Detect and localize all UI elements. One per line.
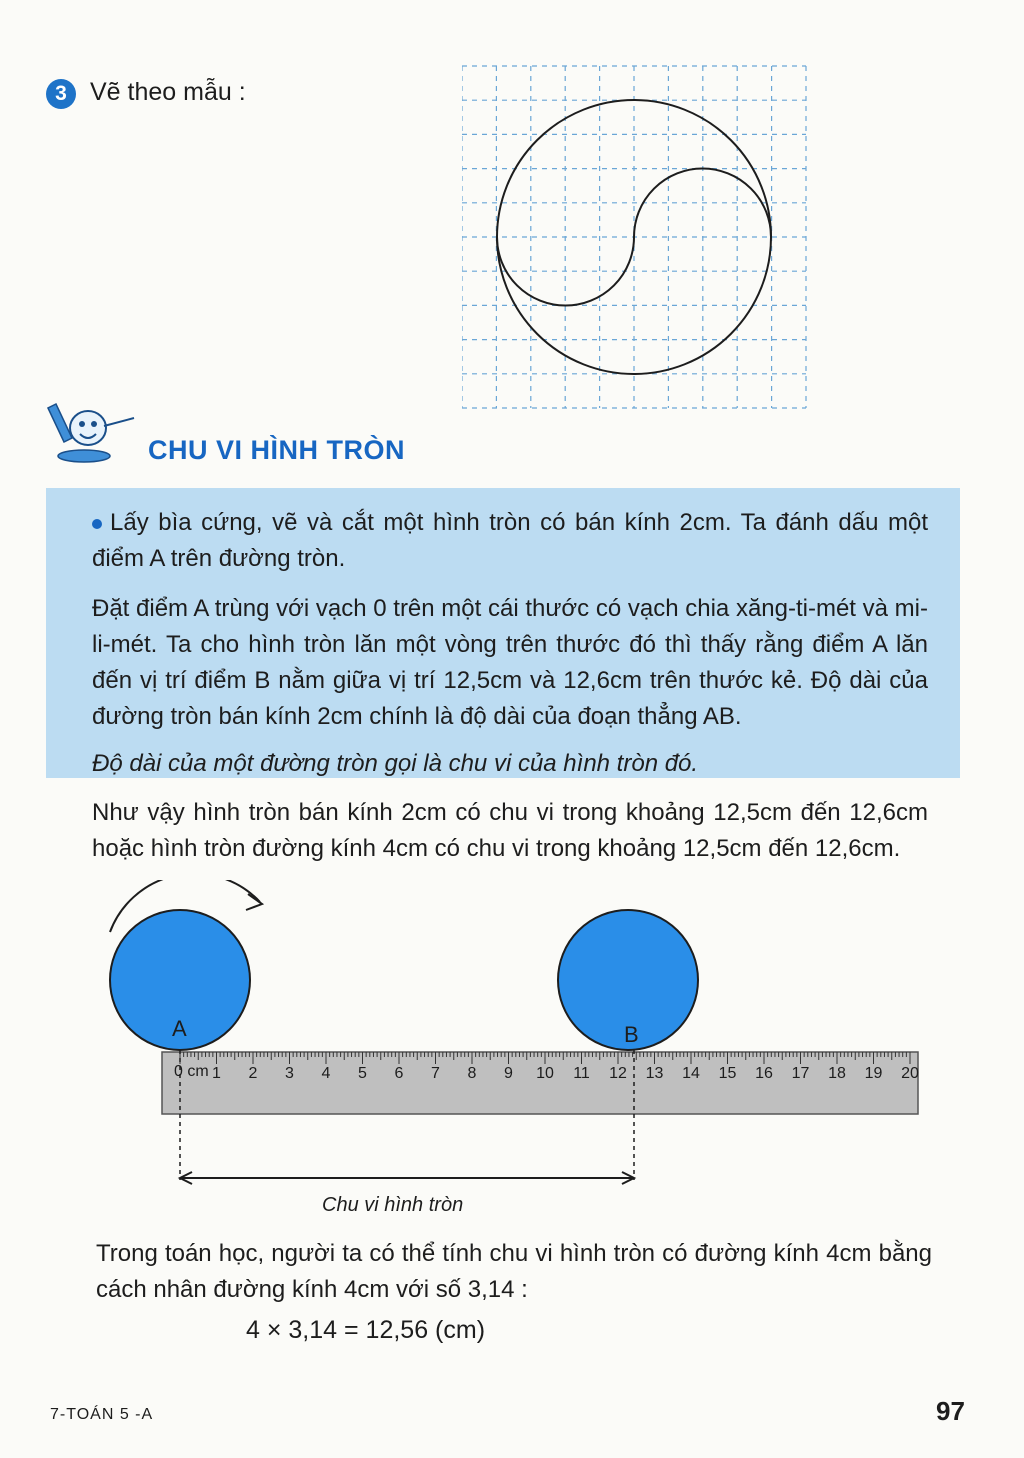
point-b-label: B: [624, 1022, 639, 1047]
ruler-number: 20: [901, 1065, 919, 1082]
ruler-number: 6: [394, 1065, 404, 1082]
ruler-ticks: [180, 1052, 910, 1064]
paragraph: Đặt điểm A trùng với vạch 0 trên một cái thước có vạch chia xăng-ti-mét và mi-li-mét. Ta cho hình tròn lăn một vòng trên thước đó thì thấy rằng điểm A lăn đến vị trí điểm B nằm giữa vị trí 12,5cm và 12,6cm trên thước kẻ. Độ dài của đường tròn bán kính 2cm chính là độ dài của đoạn thẳng AB.: [92, 595, 928, 730]
paragraph: Trong toán học, người ta có thể tính chu vi hình tròn có đường kính 4cm bằng cách nhân đường kính 4cm với số 3,14 :: [96, 1240, 932, 1303]
figure-caption: Chu vi hình tròn: [322, 1194, 464, 1216]
ruler-number: 7: [431, 1065, 440, 1082]
ruler-number: 13: [645, 1065, 664, 1082]
ruler-number: 4: [321, 1065, 331, 1082]
exercise-instruction: Vẽ theo mẫu :: [90, 78, 246, 106]
ruler-number: 9: [504, 1065, 513, 1082]
rolling-circle-figure: [100, 880, 930, 1190]
ruler: [162, 1052, 918, 1114]
ruler-unit-label: 0 cm: [174, 1063, 209, 1080]
paragraph-bullet: [92, 505, 928, 577]
bullet-icon: [92, 519, 102, 529]
ruler-number: 16: [755, 1065, 773, 1082]
yin-yang-grid-drawing: [462, 64, 812, 410]
footer-book-label: 7-TOÁN 5 -A: [50, 1406, 154, 1423]
formula: 4 × 3,14 = 12,56 (cm): [246, 1316, 486, 1344]
ruler-number: 2: [248, 1065, 258, 1082]
exercise-number-badge: 3: [46, 79, 76, 109]
ruler-number: 11: [573, 1065, 590, 1082]
ruler-number: 15: [718, 1065, 737, 1082]
page-number: 97: [936, 1396, 965, 1426]
ruler-number: 19: [864, 1065, 883, 1082]
ruler-number: 12: [609, 1065, 627, 1082]
ruler-number: 3: [285, 1065, 294, 1082]
paragraph: Như vậy hình tròn bán kính 2cm có chu vi trong khoảng 12,5cm đến 12,6cm hoặc hình tròn đường kính 4cm có chu vi trong khoảng 12,5cm đến 12,6cm.: [92, 799, 928, 862]
ruler-number: 14: [682, 1065, 700, 1082]
paragraph-text: Lấy bìa cứng, vẽ và cắt một hình tròn có bán kính 2cm. Ta đánh dấu một điểm A trên đường tròn.: [92, 509, 928, 572]
ruler-number: 5: [358, 1065, 367, 1082]
section-title: CHU VI HÌNH TRÒN: [148, 435, 405, 465]
point-a-label: A: [172, 1016, 187, 1041]
definition: Độ dài của một đường tròn gọi là chu vi của hình tròn đó.: [92, 750, 699, 777]
ruler-number: 18: [828, 1065, 846, 1082]
ruler-number: 1: [212, 1065, 221, 1082]
ruler-number: 10: [536, 1065, 554, 1082]
ruler-number: 17: [791, 1065, 810, 1082]
pencil-mascot-icon: [44, 402, 140, 466]
ruler-number: 8: [467, 1065, 477, 1082]
